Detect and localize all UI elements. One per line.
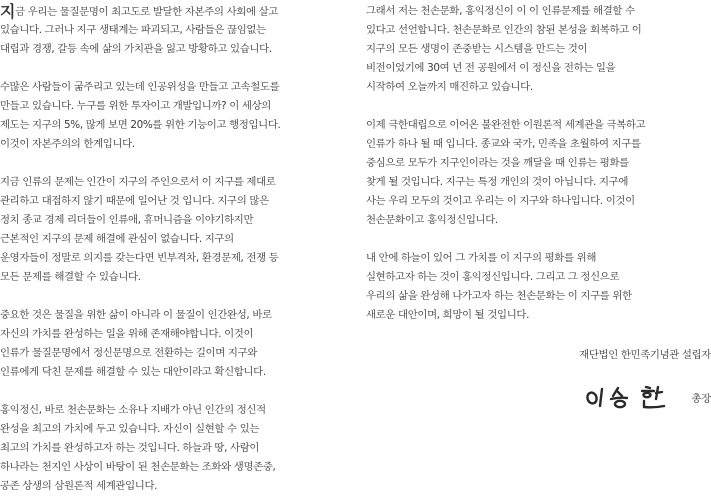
signature-row (584, 384, 711, 410)
paragraph (0, 306, 350, 382)
text-line: 하나라는 천지인 사상이 바탕이 된 천손문화는 조화와 생명존중, (0, 461, 276, 473)
text-line: 실현하고자 하는 것이 홍익정신입니다. 그리고 그 정신으로 (366, 271, 620, 283)
text-line: 비전이었기에 30여 년 전 공원에서 이 정신을 전하는 일을 (366, 62, 616, 74)
text-line: 시작하여 오늘까지 매진하고 있습니다. (366, 81, 533, 93)
text-line: 이것이 자본주의의 한계입니다. (0, 138, 135, 150)
text-line: 있습니다. 그러나 지구 생태계는 파괴되고, 사람들은 끊임없는 (0, 24, 266, 36)
drop-cap: 지 (0, 2, 16, 21)
text-line: 제도는 지구의 5%, 많게 보면 20%를 위한 기능이고 행정입니다. (0, 119, 281, 131)
paragraph (366, 2, 711, 97)
text-line: 홍익정신, 바로 천손문화는 소유나 지배가 아닌 인간의 정신적 (0, 404, 266, 416)
foundation-name: 재단법인 한민족기념관 설립자 (579, 349, 711, 361)
text-line: 내 안에 하늘이 있어 그 가치를 이 지구의 평화를 위해 (366, 252, 597, 264)
text-line: 수많은 사람들이 굶주리고 있는데 인공위성을 만들고 고속철도를 (0, 81, 280, 93)
handwritten-signature (584, 384, 686, 410)
paragraph (366, 116, 711, 230)
text-line: 있다고 선언합니다. 천손문화로 인간의 참된 본성을 회복하고 이 (366, 24, 642, 36)
left-column (0, 0, 350, 496)
text-line: 중요한 것은 물질을 위한 삶이 아니라 이 물질이 인간완성, 바로 (0, 309, 272, 321)
text-line: 이제 극한대립으로 이어온 불완전한 이원론적 세계관을 극복하고 (366, 119, 646, 131)
text-line: 찾게 될 것입니다. 지구는 특정 개인의 것이 아닙니다. 지구에 (366, 176, 629, 188)
text-line: 인류가 하나 될 때 입니다. 종교와 국가, 민족을 초월하여 지구를 (366, 138, 641, 150)
text-line: 지금 인류의 문제는 인간이 지구의 주인으로서 이 지구를 제대로 (0, 176, 276, 188)
text-line: 그래서 저는 천손문화, 홍익정신이 이 이 인류문제를 해결할 수 (366, 5, 635, 17)
text-line: 대립과 경쟁, 갈등 속에 삶의 가치관을 잃고 방황하고 있습니다. (0, 43, 272, 55)
paragraph (0, 78, 350, 154)
text-line: 근본적인 지구의 문제 해결에 관심이 없습니다. 지구의 (0, 233, 234, 245)
text-line: 최고의 가치를 완성하고자 하는 것입니다. 하늘과 땅, 사람이 (0, 442, 260, 454)
text-line: 정치 종교 경제 리더들이 인류애, 휴머니즘을 이야기하지만 (0, 214, 254, 226)
paragraph (0, 401, 350, 496)
text-line: 인류가 물질문명에서 정신문명으로 전환하는 길이며 지구와 (0, 347, 257, 359)
signature-title: 총장 (691, 392, 711, 405)
text-line: 자신의 가치를 완성하는 일을 위해 존재해야합니다. 이것이 (0, 328, 254, 340)
text-line: 공존 상생의 삼원론적 세계관입니다. (0, 480, 158, 492)
paragraph (366, 249, 711, 325)
text-line: 운영자들이 정말로 의지를 갖는다면 빈부격차, 환경문제, 전쟁 등 (0, 252, 279, 264)
text-line: 완성을 최고의 가치에 두고 있습니다. 자신이 실현할 수 있는 (0, 423, 260, 435)
text-line: 지구의 모든 생명이 존중받는 시스템을 만드는 것이 (366, 43, 588, 55)
text-line: 관리하고 대접하지 않기 때문에 일어난 것 입니다. 지구의 많은 (0, 195, 269, 207)
text-line: 만들고 있습니다. 누구를 위한 투자이고 개발입니까? 이 세상의 (0, 100, 271, 112)
paragraph (0, 173, 350, 287)
text-line: 새로운 대안이며, 희망이 될 것입니다. (366, 309, 530, 321)
paragraph (0, 2, 350, 59)
text-line: 우리의 삶을 완성해 나가고자 하는 천손문화는 이 지구를 위한 (366, 290, 632, 302)
text-line: 중심으로 모두가 지구인이라는 것을 깨달을 때 인류는 평화를 (366, 157, 629, 169)
text-line: 인류에게 닥친 문제를 해결할 수 있는 대안이라고 확신합니다. (0, 366, 266, 378)
text-line: 천손문화이고 홍익정신입니다. (366, 214, 498, 226)
text-line: 지금 우리는 물질문명이 최고도로 발달한 자본주의 사회에 살고 (0, 2, 278, 21)
text-line: 사는 우리 모두의 것이고 우리는 이 지구와 하나입니다. 이것이 (366, 195, 635, 207)
text-line: 모든 문제를 해결할 수 있습니다. (0, 271, 141, 283)
right-column (366, 0, 711, 325)
